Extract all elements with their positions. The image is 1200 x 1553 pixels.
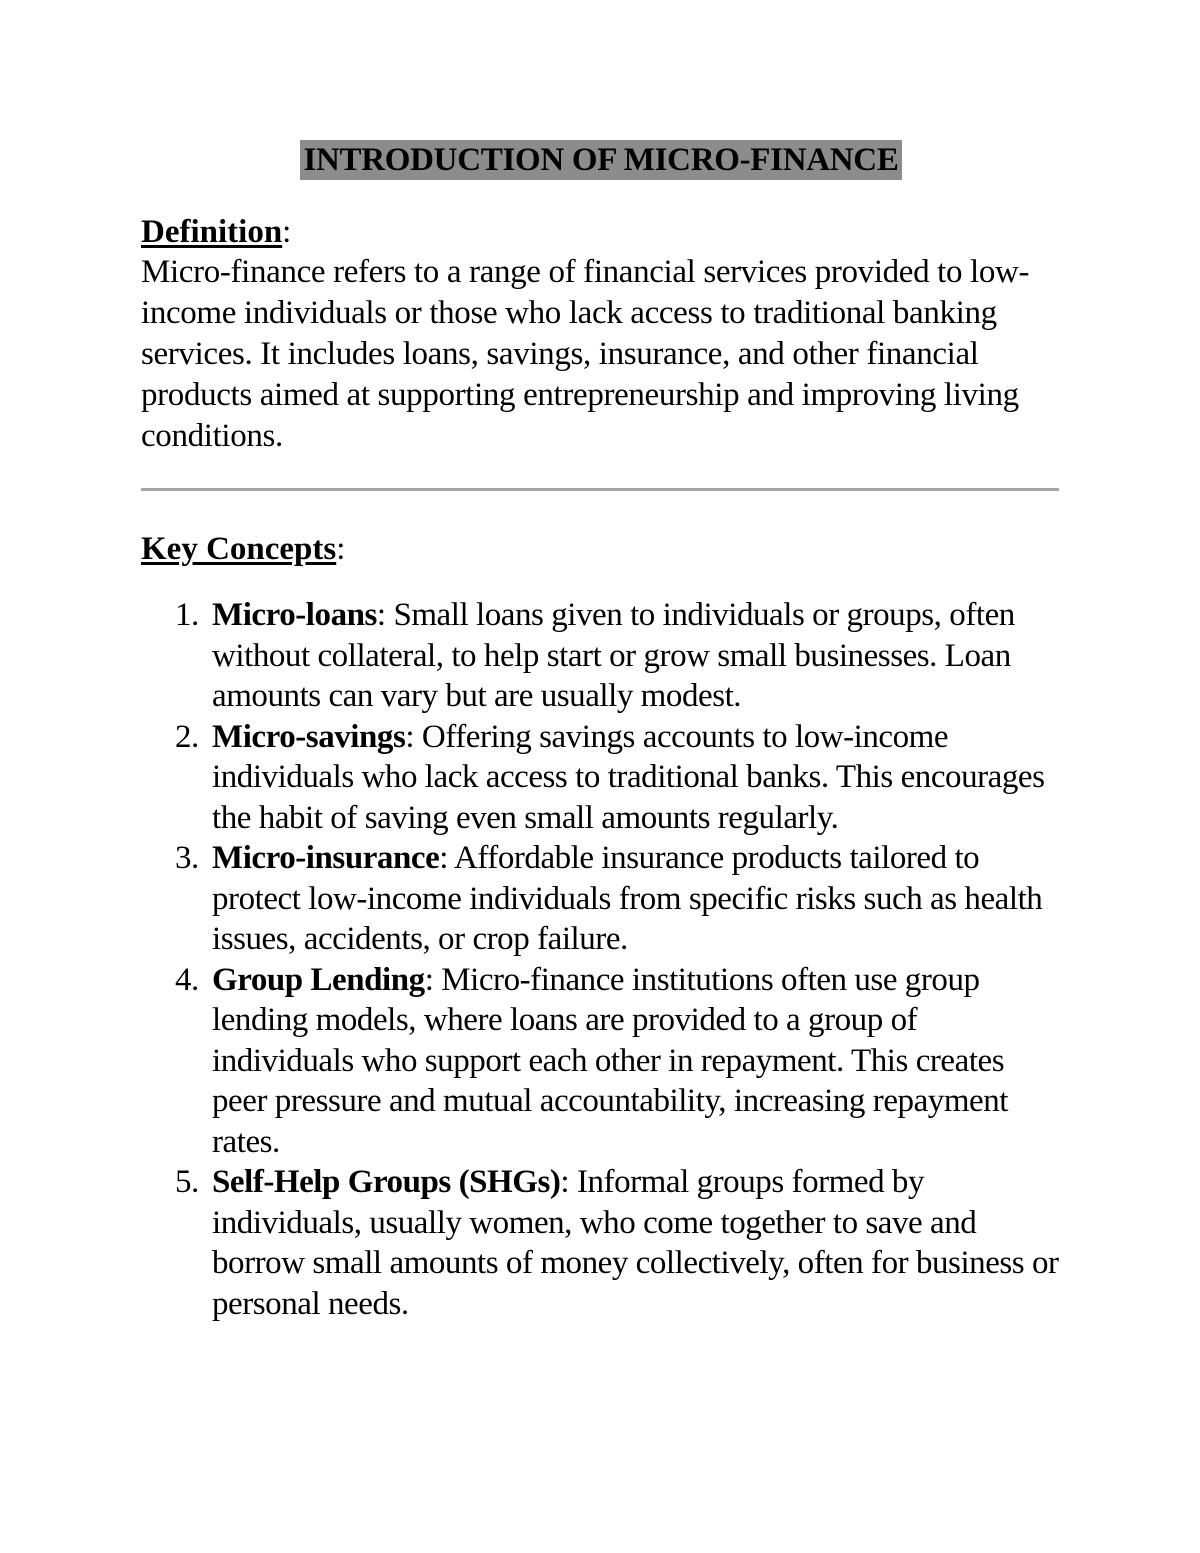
list-item-number: 4. <box>175 961 199 998</box>
definition-heading <box>141 212 1061 252</box>
list-item-term: Group Lending <box>212 961 425 998</box>
list-item <box>141 717 1061 839</box>
key-concepts-heading-colon: : <box>336 531 346 567</box>
list-item <box>141 960 1061 1163</box>
section-divider <box>141 488 1059 491</box>
list-item-number: 2. <box>175 718 199 755</box>
document-title: INTRODUCTION OF MICRO-FINANCE <box>300 140 901 180</box>
key-concepts-heading-label: Key Concepts <box>141 531 337 567</box>
definition-text: Micro-finance refers to a range of financial services provided to low-income individuals or those who lack access to traditional banking services. It includes loans, savings, insurance, and other financial products aimed at supporting entrepreneurship and improving living conditions. <box>141 254 1030 454</box>
key-concepts-heading <box>141 529 1061 569</box>
definition-heading-colon: : <box>282 214 292 250</box>
list-item <box>141 838 1061 960</box>
list-item-description: : Offering savings accounts to low-income individuals who lack access to traditional banks. This encourages the habit of saving even small amounts regularly. <box>212 718 1045 836</box>
list-item <box>141 595 1061 717</box>
document-page <box>141 140 1061 1324</box>
list-item-number: 5. <box>175 1164 199 1200</box>
list-item-term: Micro-savings <box>212 718 406 755</box>
title-container <box>141 140 1061 184</box>
list-item-term: Self-Help Groups (SHGs) <box>212 1164 561 1200</box>
list-item-term: Micro-loans <box>212 597 377 633</box>
list-item-term: Micro-insurance <box>212 840 440 876</box>
list-item-number: 3. <box>175 840 199 876</box>
list-item-description: : Micro-finance institutions often use group lending models, where loans are provided to a group of individuals who support each other in repayment. This creates peer pressure and mutual accountability, increasing repayment rates. <box>212 961 1009 1160</box>
list-item <box>141 1162 1061 1324</box>
list-item-number: 1. <box>175 597 199 633</box>
list-item-description: : Affordable insurance products tailored to protect low-income individuals from specific risks such as health issues, accidents, or crop failure. <box>212 840 1043 957</box>
list-item-description: : Informal groups formed by individuals, usually women, who come together to save and borrow small amounts of money collectively, often for business or personal needs. <box>212 1164 1059 1322</box>
definition-heading-label: Definition <box>141 214 283 250</box>
list-item-description: : Small loans given to individuals or groups, often without collateral, to help start or grow small businesses. Loan amounts can vary but are usually modest. <box>212 597 1015 714</box>
key-concepts-list <box>141 595 1061 1324</box>
